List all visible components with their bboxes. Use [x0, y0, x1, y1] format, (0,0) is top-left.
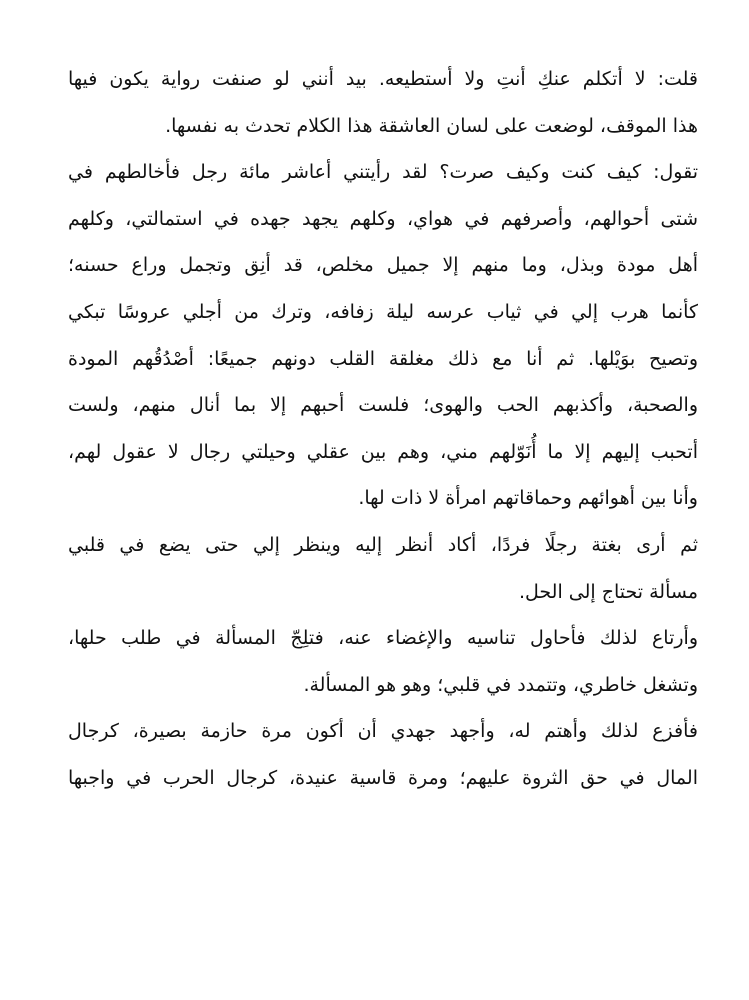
text-line: وتصيح بوَيْلها. ثم أنا مع ذلك مغلقة القلب دونهم جميعًا: أصْدُقُهم المودة [68, 347, 698, 370]
text-line: وتشغل خاطري، وتتمدد في قلبي؛ وهو هو المسألة. [303, 673, 698, 696]
text-line: تقول: كيف كنت وكيف صرت؟ لقد رأيتني أعاشر مائة رجل فأخالطهم في [68, 161, 698, 184]
text-line: مسألة تحتاج إلى الحل. [518, 580, 698, 603]
text-line: فأفزع لذلك وأهتم له، وأجهد جهدي أن أكون مرة حازمة بصيرة، كرجال [68, 720, 698, 743]
text-line: ثم أرى بغتة رجلًا فردًا، أكاد أنظر إليه وينظر إلي حتى يضع في قلبي [68, 533, 698, 556]
text-line: قلت: لا أتكلم عنكِ أنتِ ولا أستطيعه. بيد أنني لو صنفت رواية يكون فيها [68, 68, 698, 90]
text-line: وأنا بين أهوائهم وحماقاتهم امرأة لا ذات لها. [358, 487, 698, 510]
text-line: شتى أحوالهم، وأصرفهم في هواي، وكلهم يجهد جهده في استمالتي، وكلهم [68, 207, 698, 230]
text-line: المال في حق الثروة عليهم؛ ومرة قاسية عنيدة، كرجال الحرب في واجبها [68, 766, 698, 789]
text-line: أتحبب إليهم إلا ما أُنَوّلهم مني، وهم بين عقلي وحيلتي رجال لا عقول لهم، [68, 440, 698, 463]
document-page [68, 56, 698, 802]
text-line: كأنما هرب إلي في ثياب عرسه ليلة زفافه، وترك من أجلي عروسًا تبكي [68, 300, 698, 323]
text-line: أهل مودة وبذل، وما منهم إلا جميل مخلص، قد أنِق وتجمل وراع حسنه؛ [68, 254, 698, 277]
text-line: هذا الموقف، لوضعت على لسان العاشقة هذا الكلام تحدث به نفسها. [165, 114, 698, 137]
text-line: والصحبة، وأكذبهم الحب والهوى؛ فلست أحبهم إلا بما أنال منهم، ولست [68, 394, 698, 417]
text-line: وأرتاع لذلك فأحاول تناسيه والإغضاء عنه، فتلِجّ المسألة في طلب حلها، [68, 627, 698, 650]
